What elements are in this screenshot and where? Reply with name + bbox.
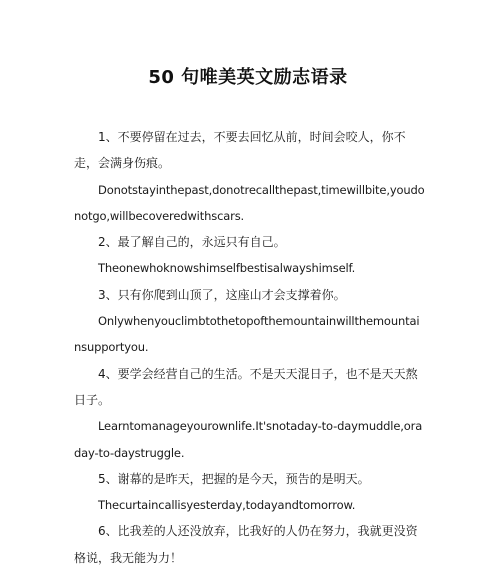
paragraph-5-zh: 5、谢幕的是昨天，把握的是今天，预告的是明天。	[98, 471, 370, 486]
paragraph-3-en: Onlywhenyouclimbtothetopofthemountainwillthemountainsupportyou.	[74, 314, 420, 355]
document-title: 50 句唯美英文励志语录	[148, 67, 348, 88]
paragraph-5-en: Thecurtaincallisyesterday,todayandtomorrow.	[98, 498, 356, 513]
paragraph-6-zh: 6、比我差的人还没放弃，比我好的人仍在努力，我就更没资格说，我无能为力！	[74, 524, 418, 565]
paragraph-2-en: Theonewhoknowshimselfbestisalwayshimself.	[98, 261, 356, 276]
paragraph-2-zh: 2、最了解自己的，永远只有自己。	[98, 235, 286, 250]
paragraph-4-en: Learntomanageyourownlife.It'snotaday-to-daymuddle,oraday-to-daystruggle.	[74, 419, 423, 460]
paragraph-1-zh: 1、不要停留在过去，不要去回忆从前，时间会咬人，你不走，会满身伤痕。	[74, 130, 406, 171]
paragraph-4-zh: 4、要学会经营自己的生活。不是天天混日子，也不是天天熬日子。	[74, 366, 418, 407]
paragraph-1-en: Donotstayinthepast,donotrecallthepast,timewillbite,youdonotgo,willbecoveredwithscars.	[74, 182, 425, 223]
document-body	[74, 124, 426, 571]
paragraph-3-zh: 3、只有你爬到山顶了，这座山才会支撑着你。	[98, 287, 346, 302]
